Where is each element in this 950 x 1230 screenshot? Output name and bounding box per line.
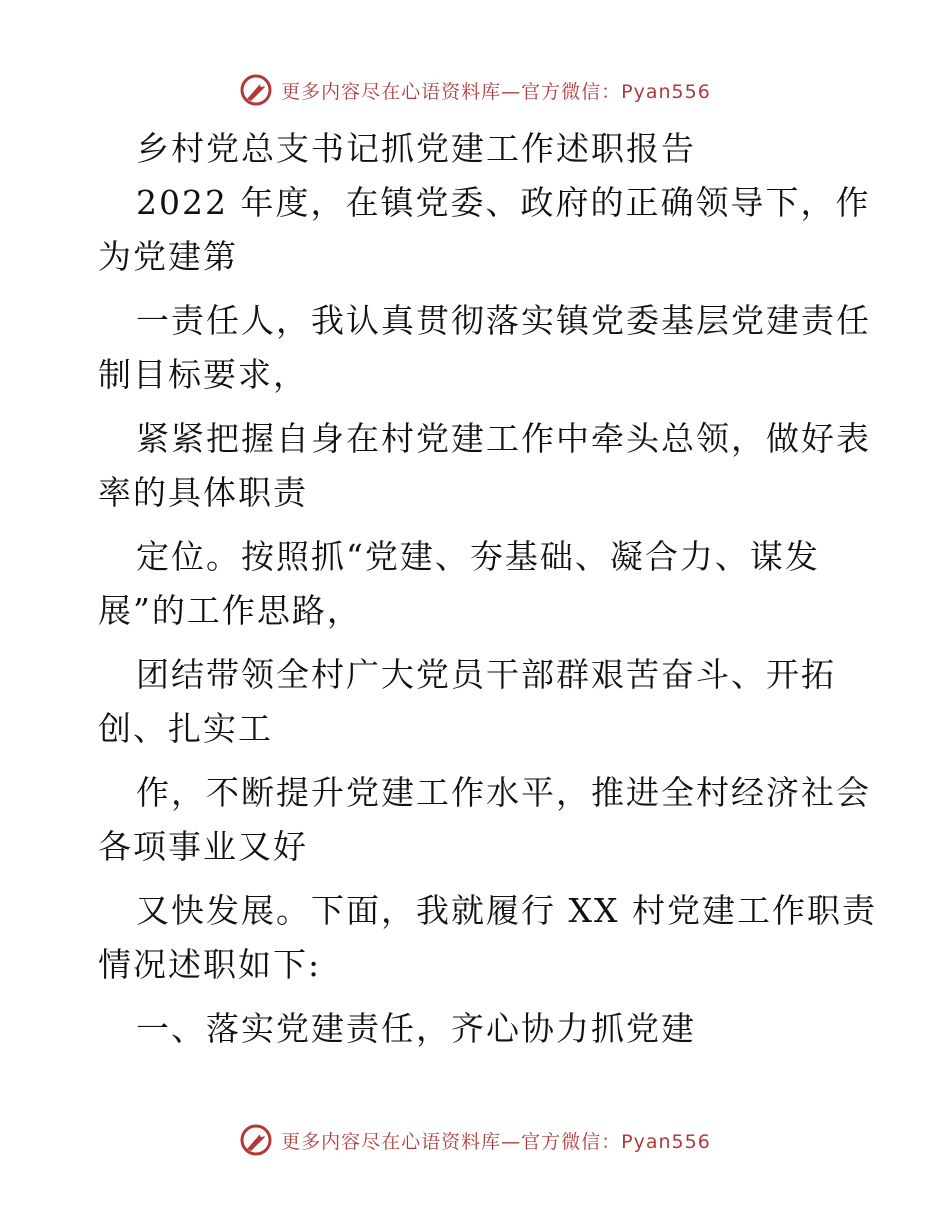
paragraph-line: 创、扎实工: [98, 709, 273, 748]
paragraph-line: 展”的工作思路，: [98, 591, 362, 630]
watermark-banner-top: [0, 70, 950, 110]
paragraph-line: 率的具体职责: [98, 473, 308, 512]
pen-nib-logo-icon: [239, 1123, 273, 1157]
document-title: 乡村党总支书记抓党建工作述职报告: [136, 129, 696, 168]
pen-nib-logo-icon: [239, 73, 273, 107]
paragraph-line: 作，不断提升党建工作水平，推进全村经济社会: [136, 773, 871, 812]
paragraph-line: 为党建第: [98, 237, 238, 276]
paragraph-line: 制目标要求，: [98, 355, 308, 394]
paragraph-line: 定位。按照抓“党建、夯基础、凝合力、谋发: [136, 537, 820, 576]
paragraph-line: 情况述职如下:: [98, 945, 322, 984]
paragraph-line: 又快发展。下面，我就履行 XX 村党建工作职责: [136, 891, 877, 930]
watermark-text: 更多内容尽在心语资料库—官方微信：Pyan556: [281, 1130, 711, 1153]
paragraph-line: 2022 年度，在镇党委、政府的正确领导下，作: [136, 183, 871, 222]
watermark-banner-bottom: [0, 1120, 950, 1160]
paragraph-line: 各项事业又好: [98, 827, 308, 866]
section-heading: 一、落实党建责任，齐心协力抓党建: [136, 1009, 696, 1048]
paragraph-line: 一责任人，我认真贯彻落实镇党委基层党建责任: [136, 301, 871, 340]
document-body: [98, 122, 877, 1056]
watermark-text: 更多内容尽在心语资料库—官方微信：Pyan556: [281, 80, 711, 103]
paragraph-line: 团结带领全村广大党员干部群艰苦奋斗、开拓: [136, 655, 836, 694]
paragraph-line: 紧紧把握自身在村党建工作中牵头总领，做好表: [136, 419, 871, 458]
